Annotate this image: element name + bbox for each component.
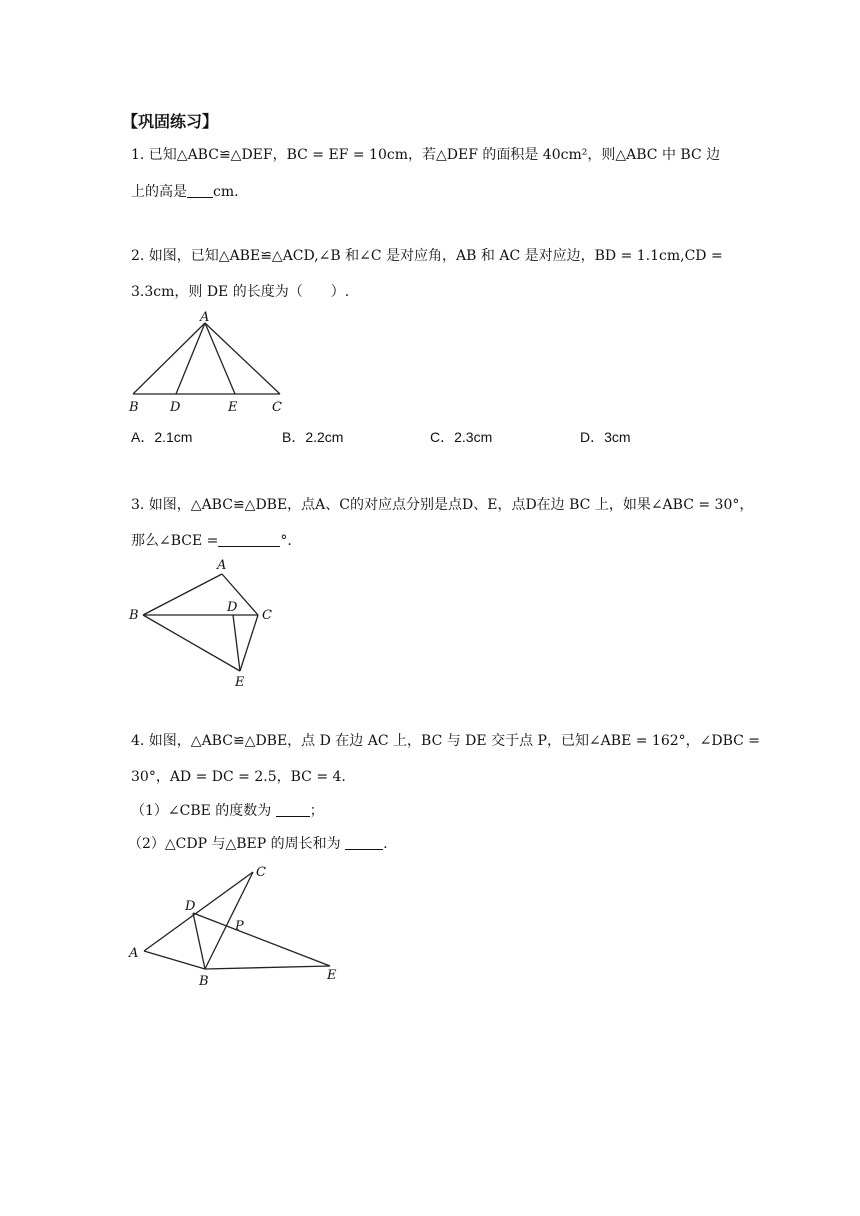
q4-sub2 [128,834,388,854]
q4-line1: 4. 如图，△ABC≌△DBE，点 D 在边 AC 上，BC 与 DE 交于点 P，已知∠ABE = 162°，∠DBC = [131,733,761,749]
q3-line2-unit: °. [280,533,292,549]
q2-label-e: E [228,400,238,415]
q3-line1: 3. 如图，△ABC≌△DBE，点A、C的对应点分别是点D、E，点D在边 BC 上，如果∠ABC = 30°， [131,497,754,513]
q3-answer-blank [218,532,280,547]
q4-sub1-blank [276,802,310,817]
q2-label-c: C [272,400,282,415]
q4-label-d: D [185,899,196,914]
q2-label-d: D [170,400,181,415]
q4-sub1 [131,801,324,821]
q2-figure [125,308,295,418]
q3-label-c: C [262,608,272,623]
q3-line2-text: 那么∠BCE = [131,533,219,549]
q3-label-b: B [129,608,139,623]
q4-line2: 30°，AD = DC = 2.5，BC = 4. [131,769,346,785]
q2-seg-ae [205,323,235,394]
q2-option-c: C．2.3cm [430,429,493,445]
q1-line1: 1. 已知△ABC≌△DEF，BC = EF = 10cm，若△DEF 的面积是 40cm²，则△ABC 中 BC 边 [131,147,721,163]
q4-sub1-end: ； [309,803,324,819]
q2-option-a: A．2.1cm [131,429,193,445]
q2-options [131,427,731,447]
q4-seg-de [193,913,330,966]
q4-label-p: P [235,919,244,934]
q4-figure [125,858,355,993]
q3-seg-ce [240,615,258,671]
q3-line2 [131,531,292,551]
q1-line2 [131,182,239,202]
q3-label-e: E [235,675,245,690]
q2-label-a: A [200,310,210,325]
q2-seg-ab [133,323,205,394]
q4-seg-be [205,966,330,969]
q4-sub2-end: . [383,836,388,852]
q2-option-b: B．2.2cm [282,429,344,445]
q4-sub1-text: （1）∠CBE 的度数为 [131,803,272,819]
q1-line2-unit: cm. [213,184,239,200]
q3-label-a: A [217,558,227,573]
q4-sub2-text: （2）△CDP 与△BEP 的周长和为 [128,836,341,852]
q1-line2-text: 上的高是 [131,184,187,200]
q2-line1: 2. 如图，已知△ABE≌△ACD,∠B 和∠C 是对应角，AB 和 AC 是对应边，BD = 1.1cm,CD = [131,248,723,264]
q3-seg-de [233,615,240,671]
q2-seg-ac [205,323,280,394]
q3-figure [125,553,285,693]
q4-label-e: E [327,968,337,983]
section-heading: 【巩固练习】 [122,112,219,131]
q2-seg-ad [176,323,205,394]
q4-sub2-blank [345,835,383,850]
q2-line2: 3.3cm，则 DE 的长度为（ ）. [131,284,350,300]
q3-seg-ba [143,574,222,615]
q2-option-d: D．3cm [580,429,631,445]
q4-label-c: C [256,865,266,880]
q4-seg-ab [144,951,205,969]
q2-label-b: B [129,400,139,415]
q3-seg-be [143,615,240,671]
q4-seg-db [193,913,205,969]
q4-label-b: B [199,974,209,989]
q3-label-d: D [227,600,238,615]
q4-label-a: A [129,946,139,961]
q1-answer-blank [187,183,213,198]
